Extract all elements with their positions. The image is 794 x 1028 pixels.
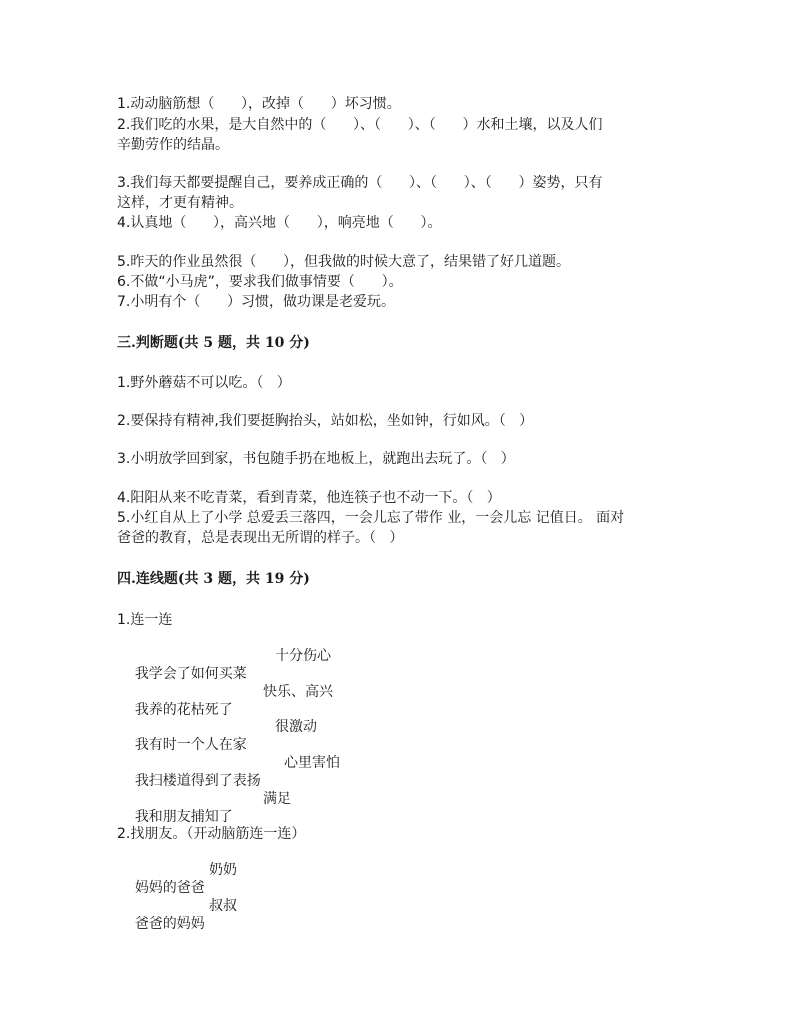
judge-question-4: 4.阳阳从来不吃青菜，看到青菜，他连筷子也不动一下。（ ） — [117, 490, 501, 506]
match-pair-right: 叔叔 — [209, 898, 237, 914]
match-pair-right: 十分伤心 — [275, 648, 331, 664]
match-pair-left: 我和朋友捕知了 — [134, 809, 233, 825]
fill-question-3-line-1: 3.我们每天都要提醒自己，要养成正确的（ ）、（ ）、（ ）姿势，只有 — [117, 175, 603, 191]
fill-question-6: 6.不做“小马虎”，要求我们做事情要（ ）。 — [117, 274, 403, 290]
judge-question-1: 1.野外蘑菇不可以吃。（ ） — [117, 375, 291, 391]
match-question-2-title: 2.找朋友。（开动脑筋连一连） — [117, 826, 306, 842]
fill-question-1: 1.动动脑筋想（ ），改掉（ ）坏习惯。 — [117, 96, 401, 112]
match-pair-right: 心里害怕 — [284, 755, 340, 771]
judge-section-heading: 三.判断题(共 5 题，共 10 分) — [117, 335, 310, 351]
match-pair-right: 满足 — [263, 791, 291, 807]
fill-question-3-line-2: 这样，才更有精神。 — [117, 195, 243, 211]
fill-question-4: 4.认真地（ ），高兴地（ ），响亮地（ ）。 — [117, 215, 442, 231]
judge-question-5-line-1: 5.小红自从上了小学 总爱丢三落四，一会儿忘了带作 业，一会儿忘 记值日。 面对 — [117, 510, 625, 526]
match-pair-right: 快乐、高兴 — [263, 684, 333, 700]
match-pair-left: 我学会了如何买菜 — [134, 666, 247, 682]
judge-question-2: 2.要保持有精神,我们要挺胸抬头，站如松，坐如钟，行如风。（ ） — [117, 413, 534, 429]
judge-question-3: 3.小明放学回到家，书包随手扔在地板上，就跑出去玩了。（ ） — [117, 451, 515, 467]
match-pair-left: 我有时一个人在家 — [134, 737, 247, 753]
fill-question-2-line-2: 辛勤劳作的结晶。 — [117, 137, 229, 153]
match-pair-right: 很激动 — [275, 719, 317, 735]
match-pair-left: 我扫楼道得到了表扬 — [134, 773, 261, 789]
fill-question-5: 5.昨天的作业虽然很（ ），但我做的时候大意了，结果错了好几道题。 — [117, 254, 571, 270]
match-question-1-title: 1.连一连 — [117, 612, 173, 628]
match-pair-right: 奶奶 — [209, 862, 237, 878]
match-pair-left: 我养的花枯死了 — [134, 702, 233, 718]
match-pair-left: 妈妈的爸爸 — [134, 880, 205, 896]
fill-question-2-line-1: 2.我们吃的水果，是大自然中的（ ）、（ ）、（ ）水和土壤，以及人们 — [117, 117, 603, 133]
match-section-heading: 四.连线题(共 3 题，共 19 分) — [117, 571, 310, 587]
match-pair-left: 爸爸的妈妈 — [134, 916, 205, 932]
match-pair — [117, 897, 237, 969]
fill-question-7: 7.小明有个（ ）习惯，做功课是老爱玩。 — [117, 294, 396, 310]
judge-question-5-line-2: 爸爸的教育，总是表现出无所谓的样子。（ ） — [117, 530, 404, 546]
